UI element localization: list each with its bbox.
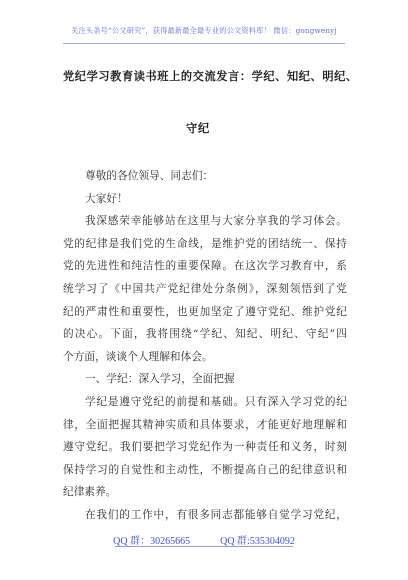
document-title-line-1: 党纪学习教育读书班上的交流发言：学纪、知纪、明纪、 <box>63 69 358 83</box>
salutation: 尊敬的各位领导、同志们： <box>85 170 214 182</box>
body-line: 在我们的工作中，有很多同志都能够自觉学习党纪， <box>85 508 347 521</box>
document-title-line-2: 守纪 <box>186 121 210 135</box>
footer-contact <box>0 532 408 547</box>
section-heading: 一、学纪：深入学习，全面把握 <box>85 373 235 386</box>
body-line: 我深感荣幸能够站在这里与大家分享我的学习体会。 <box>85 215 347 228</box>
body-line: 纪律素养。 <box>63 486 117 499</box>
body-line: 纪的严肃性和重要性，也更加坚定了遵守党纪、维护党纪 <box>63 305 347 318</box>
body-line: 党的纪律是我们党的生命线，是维护党的团结统一、保持 <box>63 237 347 250</box>
document-body <box>63 165 347 527</box>
body-line: 个方面，谈谈个人理解和体会。 <box>63 350 213 363</box>
body-line: 统学习了《中国共产党纪律处分条例》，深刻领悟到了党 <box>63 282 347 295</box>
body-line: 的决心。下面，我将围绕“学纪、知纪、明纪、守纪”四 <box>63 328 347 341</box>
greeting: 大家好！ <box>85 192 128 205</box>
header-banner: 关注头条号“公文研究”，获得最新最全最专业的公文资料库！ 微信：gongwenyj <box>71 26 337 35</box>
footer-underline <box>115 546 293 547</box>
body-line: 保持学习的自觉性和主动性，不断提高自己的纪律意识和 <box>63 463 347 476</box>
qq-group-2: QQ 群:535304092 <box>220 536 295 547</box>
body-line: 律，全面把握其精神实质和具体要求，才能更好地理解和 <box>63 418 347 431</box>
body-line: 遵守党纪。我们要把学习党纪作为一种责任和义务，时刻 <box>63 441 347 454</box>
body-line: 学纪是遵守党纪的前提和基础。只有深入学习党的纪 <box>85 395 347 408</box>
body-line: 党的先进性和纯洁性的重要保障。在这次学习教育中，系 <box>63 260 347 273</box>
header-divider <box>63 43 345 44</box>
qq-group-1: QQ 群：30265665 <box>113 536 191 547</box>
